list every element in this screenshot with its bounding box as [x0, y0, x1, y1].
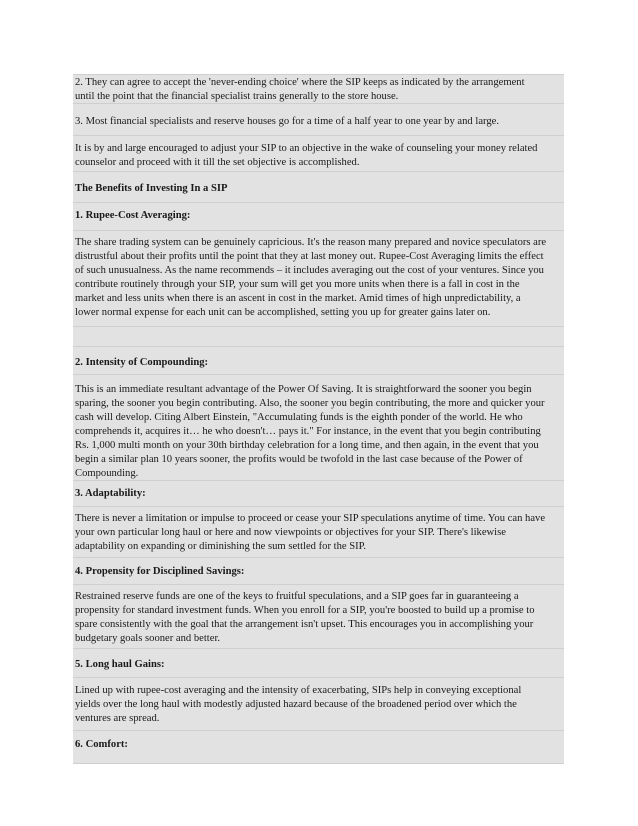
- section-heading-block: [73, 171, 564, 203]
- subheading: 6. Comfort:: [75, 739, 128, 750]
- subheading-block: [73, 730, 564, 764]
- text-line: counselor and proceed with it till the set objective is accomplished.: [75, 157, 360, 168]
- text-line: There is never a limitation or impulse to proceed or cease your SIP speculations anytime of time. You can have: [75, 513, 546, 524]
- text-line: until the point that the financial specialist trains generally to the store house.: [75, 91, 399, 102]
- paragraph-block: [73, 103, 564, 136]
- text-line: budgetary goals sooner and better.: [75, 633, 221, 644]
- text-line: cash will develop. Citing Albert Einstein, "Accumulating funds is the eighth ponder of the world. He who: [75, 412, 523, 423]
- text-line: yields over the long haul with modestly adjusted hazard because of the broadened period over which the: [75, 699, 517, 710]
- paragraph-block: [73, 230, 564, 327]
- subheading-block: [73, 648, 564, 678]
- text-line: of such unusualness. As the name recommends – it includes averaging out the cost of your ventures. Since you: [75, 265, 544, 276]
- text-line: The share trading system can be genuinely capricious. It's the reason many prepared and novice speculators are: [75, 237, 547, 248]
- subheading-block: [73, 346, 564, 375]
- paragraph-block: [73, 584, 564, 649]
- text-line: propensity for standard investment funds. When you enroll for a SIP, you're boosted to build up a promise to: [75, 605, 535, 616]
- subheading-block: [73, 480, 564, 507]
- text-line: Restrained reserve funds are one of the keys to fruitful speculations, and a SIP goes far in guaranteeing a: [75, 591, 519, 602]
- text-line: This is an immediate resultant advantage of the Power Of Saving. It is straightforward the sooner you begin: [75, 384, 532, 395]
- text-line: your own particular long haul or here and now viewpoints or objectives for your SIP. There's likewise: [75, 527, 506, 538]
- text-line: Compounding.: [75, 468, 139, 479]
- text-line: 3. Most financial specialists and reserve houses go for a time of a half year to one year by and large.: [75, 116, 499, 127]
- subheading: 2. Intensity of Compounding:: [75, 357, 209, 368]
- paragraph-block: [73, 677, 564, 731]
- text-line: Lined up with rupee-cost averaging and the intensity of exacerbating, SIPs help in conveying exceptional: [75, 685, 522, 696]
- text-line: begin a similar plan 10 years sooner, the profits would be twofold in the last case because of the Power of: [75, 454, 523, 465]
- subheading-block: [73, 557, 564, 585]
- text-line: 2. They can agree to accept the 'never-ending choice' where the SIP keeps as indicated by the arrangement: [75, 77, 525, 88]
- text-line: It is by and large encouraged to adjust your SIP to an objective in the wake of counseling your money related: [75, 143, 538, 154]
- subheading-block: [73, 202, 564, 231]
- paragraph-block: [73, 374, 564, 481]
- text-line: distrustful about their profits until the point that they at last money out. Rupee-Cost Averaging limits the effect: [75, 251, 544, 262]
- empty-block: [73, 326, 564, 347]
- text-line: comprehends it, acquires it… he who doesn't… pays it." For instance, in the event that you begin contributing: [75, 426, 541, 437]
- text-line: market and less units when there is an ascent in cost in the market. Amid times of high unpredictability, a: [75, 293, 521, 304]
- paragraph-block: [73, 506, 564, 558]
- text-line: spare consistently with the goal that the arrangement isn't upset. This encourages you in accomplishing your: [75, 619, 534, 630]
- subheading: 4. Propensity for Disciplined Savings:: [75, 566, 245, 577]
- text-line: ventures are spread.: [75, 713, 160, 724]
- subheading: 3. Adaptability:: [75, 488, 146, 499]
- text-line: contribute routinely through your SIP, your sum will get you more units when there is a fall in cost in the: [75, 279, 520, 290]
- paragraph-block: [73, 74, 564, 104]
- text-line: lower normal expense for each unit can be accomplished, setting you up for greater gains later on.: [75, 307, 491, 318]
- text-line: adaptability on expanding or diminishing the sum settled for the SIP.: [75, 541, 366, 552]
- text-line: sparing, the sooner you begin contributing. Also, the sooner you begin contributing, the more and quicker your: [75, 398, 545, 409]
- subheading: 1. Rupee-Cost Averaging:: [75, 210, 191, 221]
- paragraph-block: [73, 135, 564, 172]
- text-line: Rs. 1,000 multi month on your 30th birthday celebration for a long time, and then again, in the event that you: [75, 440, 539, 451]
- subheading: 5. Long haul Gains:: [75, 659, 165, 670]
- section-heading: The Benefits of Investing In a SIP: [75, 183, 228, 194]
